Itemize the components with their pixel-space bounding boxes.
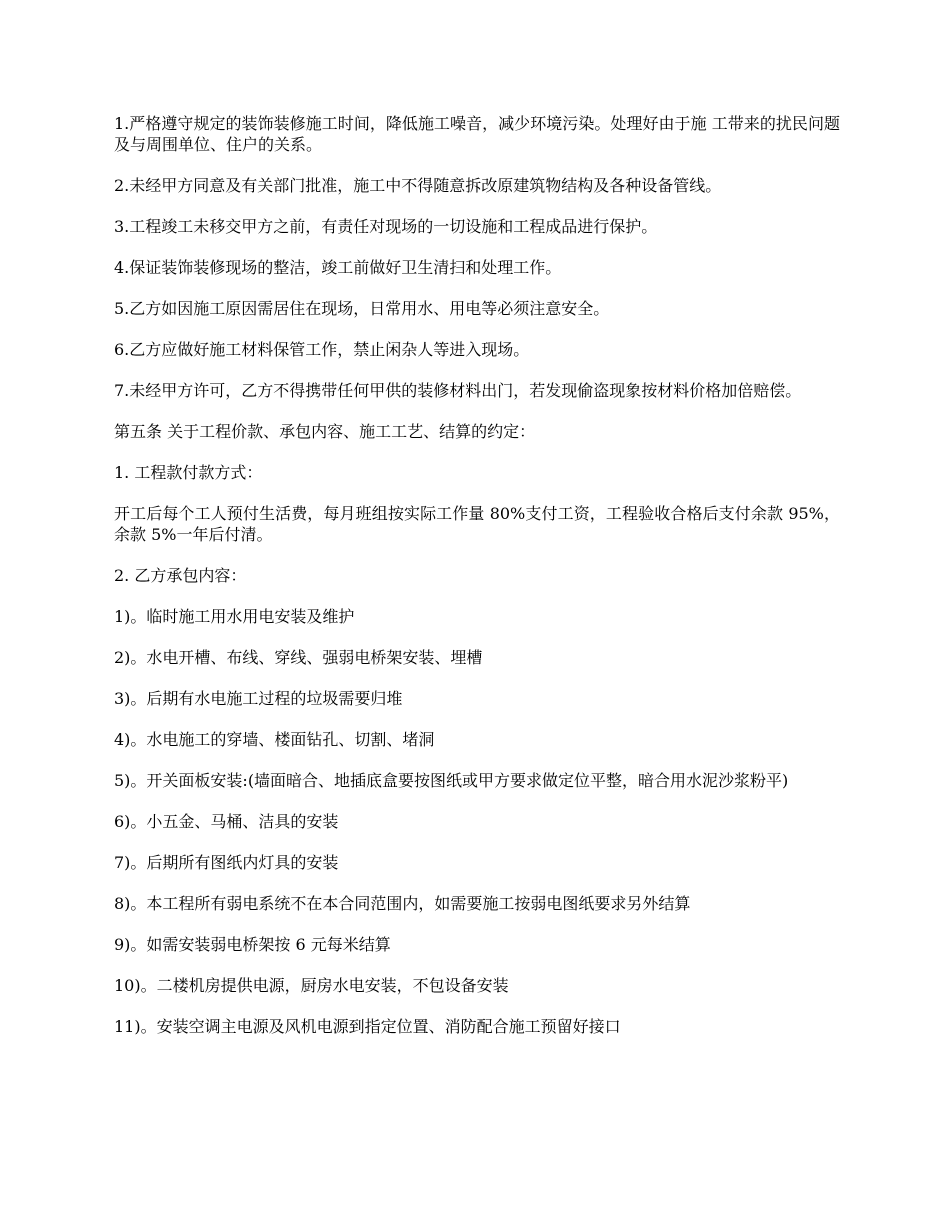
clause-3: 3.工程竣工未移交甲方之前，有责任对现场的一切设施和工程成品进行保护。 — [114, 217, 658, 236]
scope-item-5: 5)。开关面板安装:(墙面暗合、地插底盒要按图纸或甲方要求做定位平整，暗合用水泥沙浆粉平) — [114, 771, 789, 790]
payment-method-heading: 1. 工程款付款方式： — [114, 463, 263, 482]
scope-item-3: 3)。后期有水电施工过程的垃圾需要归堆 — [114, 689, 403, 708]
scope-heading: 2. 乙方承包内容： — [114, 566, 247, 585]
scope-item-4: 4)。水电施工的穿墙、楼面钻孔、切割、堵洞 — [114, 730, 435, 749]
clause-7: 7.未经甲方许可，乙方不得携带任何甲供的装修材料出门，若发现偷盗现象按材料价格加倍赔偿。 — [114, 381, 802, 400]
payment-method-text: 开工后每个工人预付生活费，每月班组按实际工作量 80%支付工资，工程验收合格后支付余款 95%，余款 5%一年后付清。 — [114, 504, 840, 544]
scope-item-8: 8)。本工程所有弱电系统不在本合同范围内，如需要施工按弱电图纸要求另外结算 — [114, 894, 691, 913]
clause-4: 4.保证装饰装修现场的整洁，竣工前做好卫生清扫和处理工作。 — [114, 258, 562, 277]
scope-item-9: 9)。如需安装弱电桥架按 6 元每米结算 — [114, 935, 391, 954]
clause-2: 2.未经甲方同意及有关部门批准，施工中不得随意拆改原建筑物结构及各种设备管线。 — [114, 176, 722, 195]
clause-5: 5.乙方如因施工原因需居住在现场，日常用水、用电等必须注意安全。 — [114, 299, 610, 318]
clause-6: 6.乙方应做好施工材料保管工作，禁止闲杂人等进入现场。 — [114, 340, 530, 359]
scope-item-2: 2)。水电开槽、布线、穿线、强弱电桥架安装、埋槽 — [114, 648, 483, 667]
scope-item-10: 10)。二楼机房提供电源，厨房水电安装，不包设备安装 — [114, 976, 509, 995]
scope-item-7: 7)。后期所有图纸内灯具的安装 — [114, 853, 339, 872]
clause-1: 1.严格遵守规定的装饰装修施工时间，降低施工噪音，减少环境污染。处理好由于施 工带来的扰民问题及与周围单位、住户的关系。 — [114, 114, 840, 154]
article-5-heading: 第五条 关于工程价款、承包内容、施工工艺、结算的约定： — [114, 422, 536, 441]
scope-item-11: 11)。安装空调主电源及风机电源到指定位置、消防配合施工预留好接口 — [114, 1017, 621, 1036]
scope-item-6: 6)。小五金、马桶、洁具的安装 — [114, 812, 339, 831]
scope-item-1: 1)。临时施工用水用电安装及维护 — [114, 607, 355, 626]
